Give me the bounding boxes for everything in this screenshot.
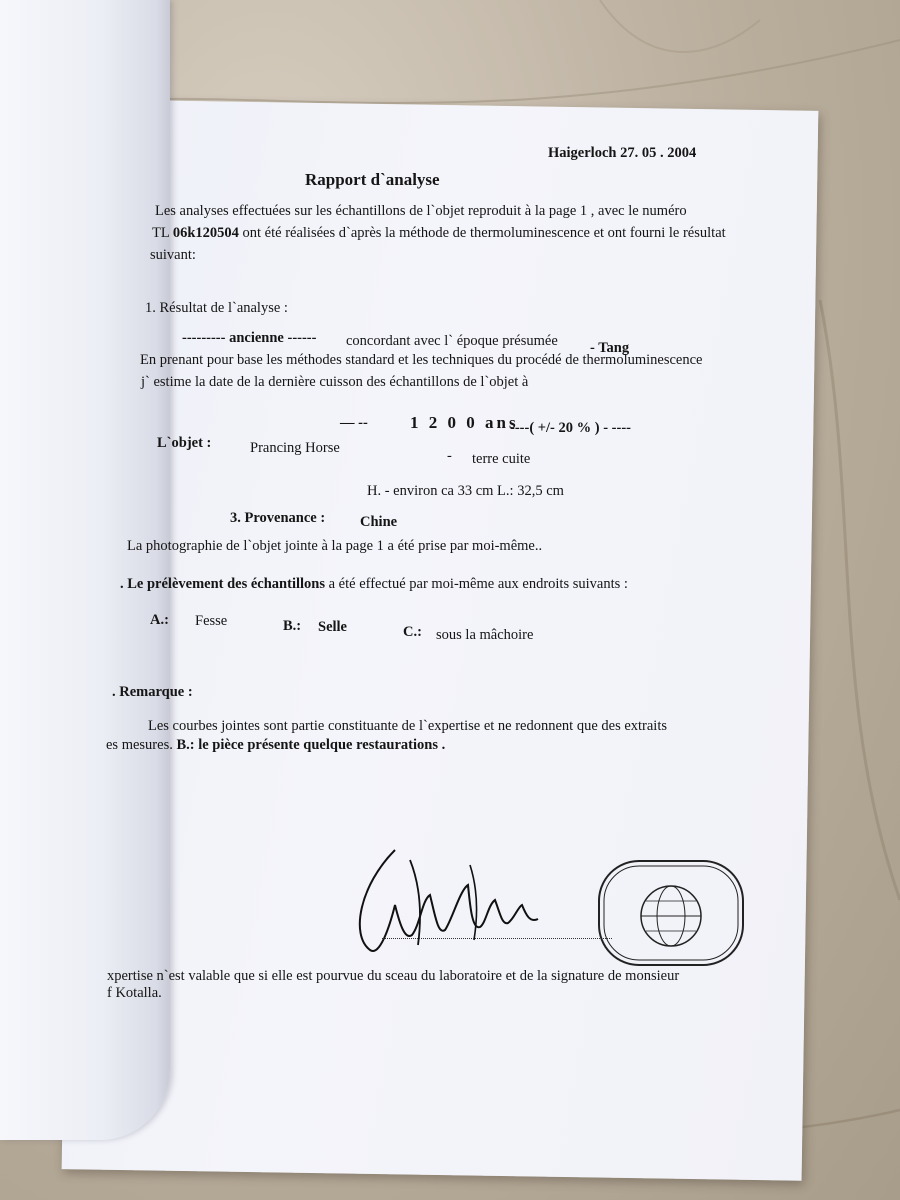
place-c-value: sous la mâchoire <box>436 627 534 643</box>
tl-prefix: TL <box>152 225 173 241</box>
basis-line-2: j` estime la date de la dernière cuisson des échantillons de l`objet à <box>141 374 529 390</box>
object-label: L`objet : <box>157 435 212 451</box>
remark-line-2 <box>106 737 445 754</box>
result-concordant: concordant avec l` époque présumée <box>346 333 558 349</box>
sampling-heading-rest: a été effectué par moi-même aux endroits suivants : <box>325 576 628 592</box>
remark-heading: . Remarque : <box>112 684 193 700</box>
page-title: Rapport d`analyse <box>305 170 440 189</box>
place-c-key: C.: <box>403 624 422 640</box>
age-value: 1 2 0 0 ans <box>410 413 519 432</box>
age-tolerance: ----( +/- 20 % ) - ---- <box>510 420 631 436</box>
signature-line <box>382 938 612 939</box>
photo-note: La photographie de l`objet jointe à la page 1 a été prise par moi-même.. <box>127 538 543 554</box>
intro-line-3: suivant: <box>150 247 196 263</box>
place-a-value: Fesse <box>195 613 228 629</box>
remark-restoration-note: B.: le pièce présente quelque restaurations . <box>176 737 446 753</box>
place-b-value: Selle <box>318 619 347 635</box>
place-b-key: B.: <box>283 618 302 634</box>
intro-line-2-rest: ont été réalisées d`après la méthode de thermoluminescence et ont fourni le résultat <box>238 225 726 241</box>
basis-line-1: En prenant pour base les méthodes standard et les techniques du procédé de thermoluminescence <box>140 352 703 368</box>
result-epoch: - Tang <box>590 340 630 356</box>
object-material-dash: - <box>447 448 452 464</box>
laboratory-seal <box>596 858 746 968</box>
result-ancienne: --------- ancienne ------ <box>182 330 317 346</box>
place-a-key: A.: <box>150 612 169 628</box>
place-date: Haigerloch 27. 05 . 2004 <box>548 145 697 161</box>
object-material: terre cuite <box>472 451 531 467</box>
object-name: Prancing Horse <box>250 440 340 456</box>
intro-line-1: Les analyses effectuées sur les échantillons de l`objet reproduit à la page 1 , avec le numéro <box>155 203 687 219</box>
sampling-heading-bold: . Le prélèvement des échantillons <box>120 576 325 592</box>
tl-number: 06k120504 <box>172 225 239 241</box>
footer-line-2: f Kotalla. <box>107 985 162 1001</box>
result-heading: 1. Résultat de l`analyse : <box>145 300 288 316</box>
provenance-label: 3. Provenance : <box>230 510 326 526</box>
sampling-heading <box>120 576 628 593</box>
intro-line-2 <box>152 225 726 242</box>
footer-line-1: xpertise n`est valable que si elle est pourvue du sceau du laboratoire et de la signature de monsieur <box>107 968 680 984</box>
age-dash-left: — -- <box>340 415 368 431</box>
provenance-value: Chine <box>360 514 398 530</box>
handwritten-signature <box>350 845 560 960</box>
remark-line-2-prefix: es mesures. <box>106 737 177 753</box>
remark-line-1: Les courbes jointes sont partie constituante de l`expertise et ne redonnent que des extraits <box>148 718 668 734</box>
object-dimensions: H. - environ ca 33 cm L.: 32,5 cm <box>367 483 564 499</box>
